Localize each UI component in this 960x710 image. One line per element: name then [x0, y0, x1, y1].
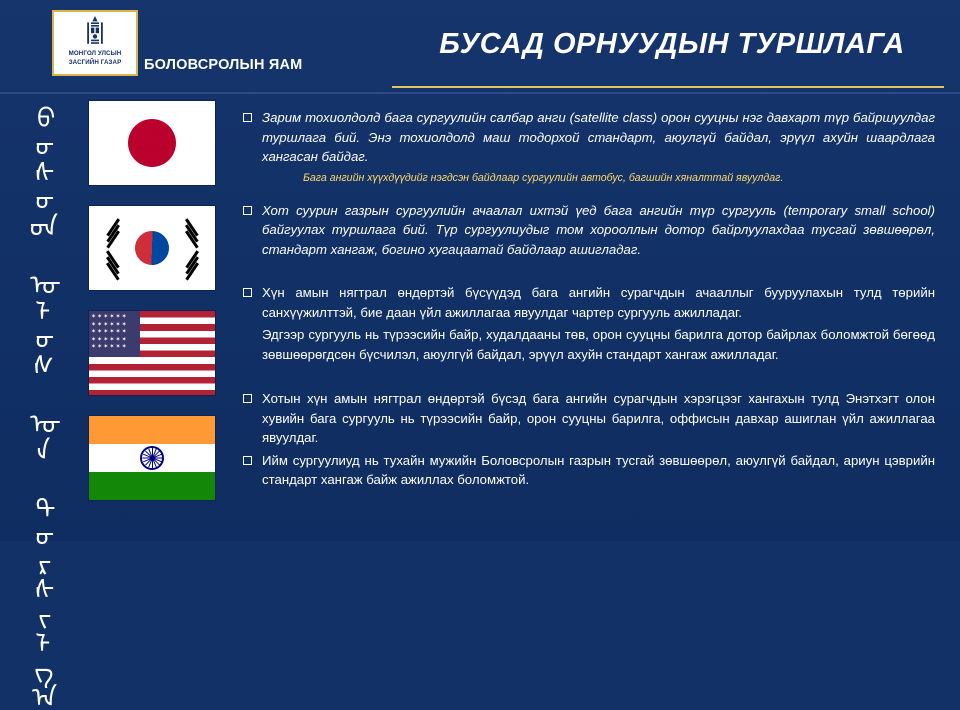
usa-flag	[88, 310, 216, 396]
bullet-text: Зарим тохиолдолд бага сургуулийн салбар анги (satellite class) орон сууцны нэг давхарт түр байршуулдаг туршлага бий. Энэ тохиолдолд маш тодорхой стандарт, аюулгүй байдал, эрүүл ахуйн шаардлага хангасан байдаг.	[262, 110, 935, 164]
usa-stars: ✶✶✶✶✶✶ ✶✶✶✶✶✶ ✶✶✶✶✶✶ ✶✶✶✶✶✶ ✶✶✶✶✶✶	[91, 313, 128, 351]
bullet-item	[243, 451, 935, 490]
bullet-item	[243, 201, 935, 260]
content-column	[243, 108, 935, 503]
square-bullet-icon	[243, 288, 252, 297]
ministry-name: БОЛОВСРОЛЫН ЯАМ	[144, 57, 303, 73]
bullet-item	[243, 283, 935, 322]
bullet-text: Хотын хүн амын нягтрал өндөртэй бүсэд бага ангийн сурагчдын хэрэгцээг хангахын тулд Энэтхэгт олон хувийн бага сургууль нь түрээсийн байр, орон сууцны барилга, оффисын давхар ашиглан үйл ажиллагаа явуулдаг.	[262, 391, 935, 445]
square-bullet-icon	[243, 113, 252, 122]
india-green-band	[89, 472, 215, 500]
bullet-item	[243, 325, 935, 364]
bullet-text: Эдгээр сургууль нь түрээсийн байр, худалдааны төв, орон сууцны барилга дотор байрлах боломжтой бөгөөд зөвшөөрөгдсөн бүсчилэл, аюулгүй байдал, эрүүл ахуйн стандарт хангаж ажилладаг.	[262, 327, 935, 362]
bullet-text: Ийм сургуулиуд нь тухайн мужийн Боловсролын газрын тусгай зөвшөөрөл, аюулгүй байдал, ариун цэврийн стандарт хангаж байж ажиллах боломжтой.	[262, 452, 935, 487]
government-emblem	[52, 10, 138, 76]
flag-column	[88, 100, 218, 520]
square-bullet-icon	[243, 394, 252, 403]
content-block-usa	[243, 283, 935, 364]
ashoka-chakra-icon	[140, 446, 164, 470]
bullet-text: Хүн амын нягтрал өндөртэй бүсүүдэд бага ангийн сурагчдын ачааллыг бууруулахын тулд төрийн санхүүжилттэй, бие даан үйл ажиллагаа явуулдаг чартер сургууль ажилладаг.	[262, 285, 935, 320]
emblem-line-2: ЗАСГИЙН ГАЗАР	[68, 58, 122, 66]
bullet-item	[243, 108, 935, 167]
india-saffron-band	[89, 416, 215, 444]
india-flag	[88, 415, 216, 501]
japan-flag	[88, 100, 216, 186]
slide-header	[0, 0, 960, 92]
emblem-line-1: МОНГОЛ УЛСЫН	[68, 50, 122, 57]
sub-note: Бага ангийн хүүхдүүдийг нэгдсэн байдлаар сургуулийн автобус, багшийн хяналттай явуулдаг.	[303, 171, 784, 184]
title-underline	[392, 86, 944, 88]
south-korea-flag	[88, 205, 216, 291]
bullet-text: Хот суурин газрын сургуулийн ачаалал ихтэй үед бага ангийн түр сургууль (temporary small school) байгуулах туршлага бий. Түр сургуулиудыг том хорооллын дотор байрлуулахдаа тусгай зөвшөөрөл, стандарт хангаж, богино хугацаатай байдлаар ашигладаг.	[262, 202, 935, 257]
taegeuk-symbol	[128, 224, 175, 271]
japan-sun-disc	[128, 119, 176, 167]
mongolian-script-title: ᠪᠤᠰᠤᠳ ᠤᠯᠤᠰ ᠤᠨ ᠲᠤᠷᠰᠢᠯᠭ᠎ᠠ	[22, 104, 53, 710]
square-bullet-icon	[243, 206, 252, 215]
square-bullet-icon	[243, 456, 252, 465]
content-block-india	[243, 389, 935, 490]
content-block-korea	[243, 201, 935, 260]
bullet-item	[243, 389, 935, 448]
soyombo-icon	[82, 15, 108, 49]
content-block-japan	[243, 108, 935, 185]
page-title: БУСАД ОРНУУДЫН ТУРШЛАГА	[439, 28, 905, 60]
header-divider	[0, 92, 960, 94]
